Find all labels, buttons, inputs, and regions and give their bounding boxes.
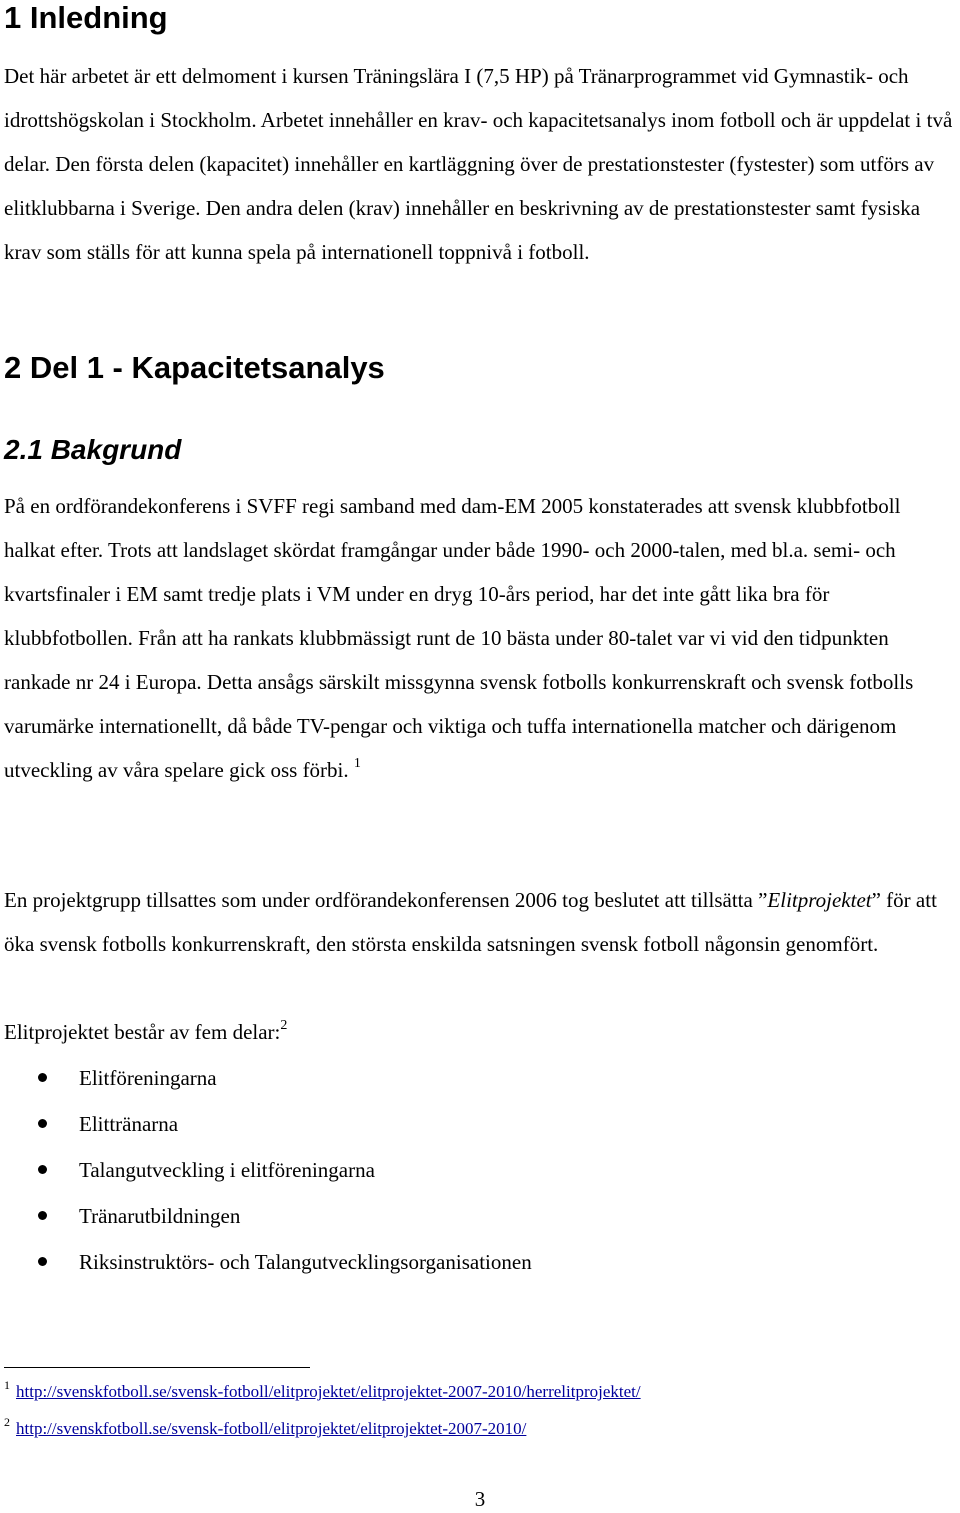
background-paragraph	[4, 484, 956, 792]
parts-intro	[4, 1010, 956, 1054]
list-item-label: Riksinstruktörs- och Talangutvecklingsorganisationen	[79, 1250, 532, 1274]
list-item-label: Elitföreningarna	[79, 1066, 217, 1090]
bullet-icon	[38, 1211, 47, 1220]
footnote-link[interactable]: http://svenskfotboll.se/svensk-fotboll/elitprojektet/elitprojektet-2007-2010/herrelitprojektet/	[16, 1382, 641, 1401]
footnote-marker: 1	[4, 1378, 10, 1392]
list-item-label: Talangutveckling i elitföreningarna	[79, 1158, 375, 1182]
bullet-icon	[38, 1165, 47, 1174]
bullet-icon	[38, 1257, 47, 1266]
project-text-before: En projektgrupp tillsattes som under ordförandekonferensen 2006 tog beslutet att tillsätta ”	[4, 888, 768, 912]
footnote-reference-2[interactable]: 2	[280, 1018, 288, 1033]
background-text: På en ordförandekonferens i SVFF regi samband med dam-EM 2005 konstaterades att svensk klubbfotboll halkat efter. Trots att landslaget skördat framgångar under både 1990- och 2000-talen, med bl.a. semi- och kvartsfinaler i EM samt tredje plats i VM under en dryg 10-års period, har det inte gått lika bra för klubbfotbollen. Från att ha rankats klubbmässigt runt de 10 bästa under 80-talet var vi vid den tidpunkten rankade nr 24 i Europa. Detta ansågs särskilt missgynna svensk fotbolls konkurrenskraft och svensk fotbolls varumärke internationellt, då både TV-pengar och viktiga och tuffa internationella matcher och därigenom utveckling av våra spelare gick oss förbi.	[4, 494, 914, 782]
footnote-1	[4, 1378, 641, 1403]
footnote-reference-1[interactable]: 1	[353, 756, 361, 771]
heading-inledning: 1 Inledning	[4, 0, 168, 35]
list-item-label: Tränarutbildningen	[79, 1204, 241, 1228]
page-number: 3	[474, 1487, 486, 1511]
footnote-link[interactable]: http://svenskfotboll.se/svensk-fotboll/elitprojektet/elitprojektet-2007-2010/	[16, 1419, 527, 1438]
footnote-2	[4, 1415, 527, 1440]
parts-intro-text: Elitprojektet består av fem delar:	[4, 1020, 281, 1044]
bullet-icon	[38, 1073, 47, 1082]
list-item-label: Elittränarna	[79, 1112, 179, 1136]
bullet-icon	[38, 1119, 47, 1128]
elitprojektet-italic: Elitprojektet	[767, 888, 872, 912]
heading-bakgrund: 2.1 Bakgrund	[4, 434, 182, 465]
footnote-divider	[4, 1367, 310, 1368]
project-text-after: ” för att öka svensk fotbolls konkurrenskraft, den största enskilda satsningen svensk fotboll någonsin genomfört.	[4, 888, 937, 956]
footnote-marker: 2	[4, 1415, 10, 1429]
intro-paragraph: Det här arbetet är ett delmoment i kursen Träningslära I (7,5 HP) på Tränarprogrammet vid Gymnastik- och idrottshögskolan i Stockholm. Arbetet innehåller en krav- och kapacitetsanalys inom fotboll och är uppdelat i två delar. Den första delen (kapacitet) innehåller en kartläggning över de prestationstester (fystester) som utförs av elitklubbarna i Sverige. Den andra delen (krav) innehåller en beskrivning av de prestationstester samt fysiska krav som ställs för att kunna spela på internationell toppnivå i fotboll.	[4, 64, 953, 264]
heading-del-1-kapacitetsanalys: 2 Del 1 - Kapacitetsanalys	[4, 350, 385, 385]
project-paragraph	[4, 878, 956, 966]
